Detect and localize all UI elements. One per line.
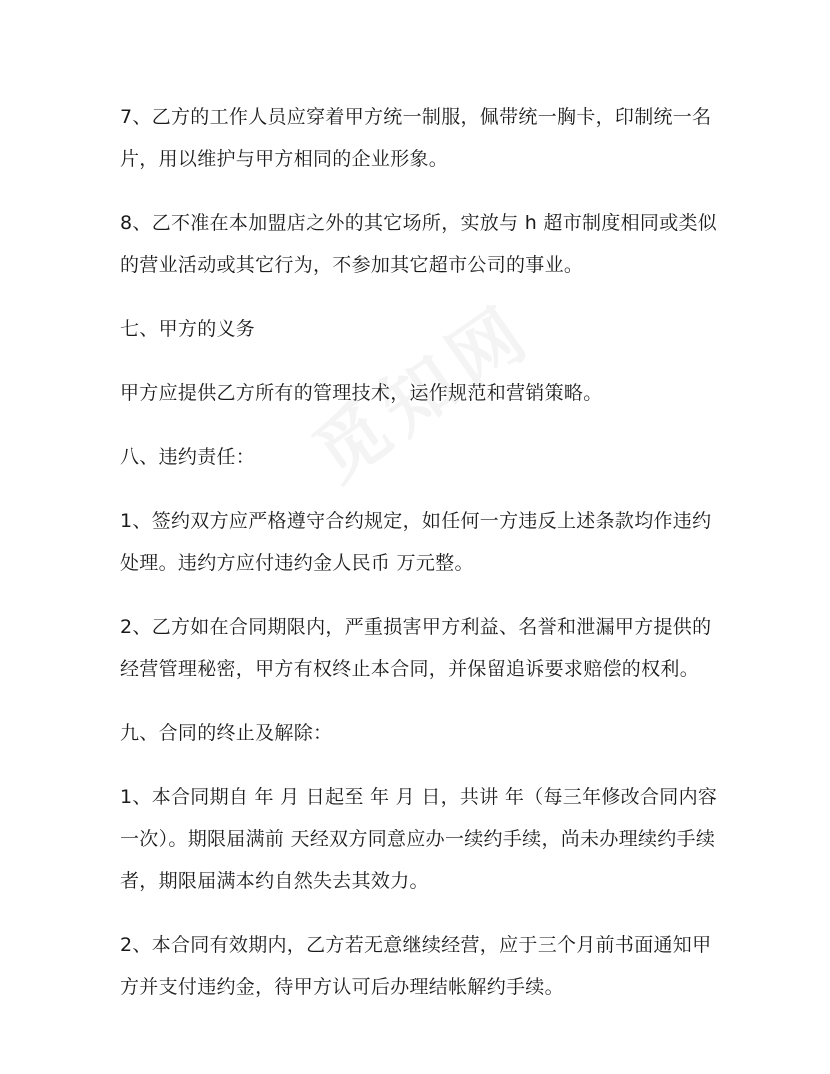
clause-7: 7、乙方的工作人员应穿着甲方统一制服，佩带统一胸卡，印制统一名片，用以维护与甲方相同的企业形象。 [120,106,712,170]
party-a-obligations-text: 甲方应提供乙方所有的管理技术，运作规范和营销策略。 [120,382,603,404]
section-heading-termination: 九、合同的终止及解除： [120,722,333,744]
termination-clause-1: 1、本合同期自 年 月 日起至 年 月 日，共讲 年（每三年修改合同内容一次）。期限届满前 天经双方同意应办一续约手续，尚未办理续约手续者，期限届满本约自然失去其效力。 [120,786,718,892]
document-body [120,96,720,1030]
termination-clause-2: 2、本合同有效期内，乙方若无意继续经营，应于三个月前书面通知甲方并支付违约金，待甲方认可后办理结帐解约手续。 [120,934,712,998]
clause-8: 8、乙不准在本加盟店之外的其它场所，实放与 h 超市制度相同或类似的营业活动或其它行为，不参加其它超市公司的事业。 [120,212,718,276]
breach-clause-2: 2、乙方如在合同期限内，严重损害甲方利益、名誉和泄漏甲方提供的经营管理秘密，甲方有权终止本合同，并保留追诉要求赔偿的权利。 [120,616,712,680]
breach-clause-1: 1、签约双方应严格遵守合约规定，如任何一方违反上述条款均作违约处理。违约方应付违约金人民币 万元整。 [120,510,712,574]
section-heading-party-a-obligations: 七、甲方的义务 [120,318,256,340]
section-heading-breach-liability: 八、违约责任： [120,446,256,468]
